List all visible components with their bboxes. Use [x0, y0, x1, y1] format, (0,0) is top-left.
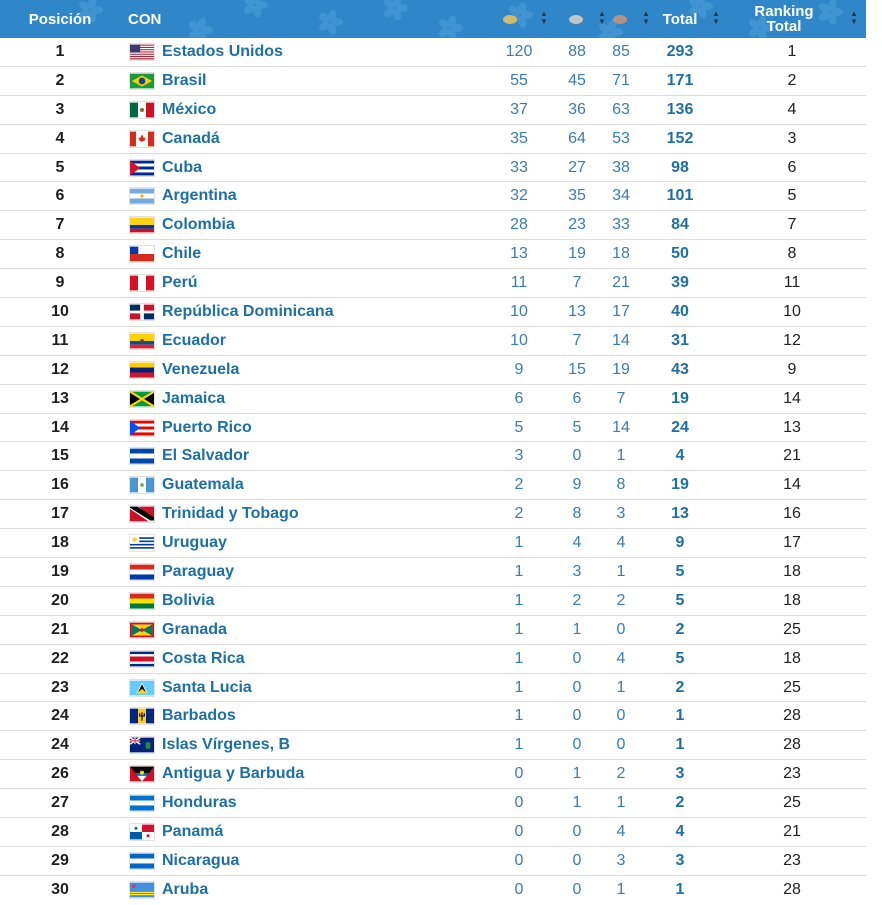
header-gold[interactable]	[490, 0, 530, 38]
silver-count: 0	[572, 736, 582, 754]
total-count: 31	[671, 331, 689, 349]
silver-count: 0	[572, 823, 582, 841]
bronze-medal-icon	[613, 15, 627, 24]
table-row[interactable]	[0, 674, 866, 703]
country-link[interactable]: Ecuador	[162, 331, 227, 349]
row-position: 7	[55, 216, 65, 234]
header-silver[interactable]	[556, 0, 596, 38]
total-count: 2	[675, 620, 685, 638]
table-row[interactable]	[0, 876, 866, 905]
uruguay-flag-icon	[129, 529, 155, 557]
ranking-total: 2	[787, 71, 797, 89]
gold-count: 1	[514, 563, 524, 581]
total-count: 293	[666, 43, 694, 60]
total-count: 5	[675, 563, 685, 581]
total-count: 84	[671, 216, 689, 234]
bvi-flag-icon	[129, 731, 155, 759]
bronze-count: 63	[612, 100, 630, 118]
row-position: 16	[51, 476, 69, 494]
row-position: 18	[51, 534, 69, 552]
silver-count: 1	[572, 794, 582, 812]
row-position: 26	[51, 765, 69, 783]
country-link[interactable]: Honduras	[162, 794, 237, 812]
total-count: 98	[671, 158, 689, 176]
bronze-count: 18	[612, 245, 630, 263]
ranking-total: 12	[783, 331, 801, 349]
bronze-count: 0	[616, 707, 626, 725]
colombia-flag-icon	[129, 211, 155, 239]
bronze-count: 21	[612, 274, 630, 292]
ranking-total: 1	[787, 43, 797, 60]
row-position: 24	[51, 707, 69, 725]
total-count: 19	[671, 476, 689, 494]
chile-flag-icon	[129, 240, 155, 268]
gold-count: 0	[514, 823, 524, 841]
barbados-flag-icon	[129, 702, 155, 730]
row-position: 8	[55, 245, 65, 263]
row-position: 10	[51, 303, 69, 321]
total-count: 136	[666, 100, 694, 118]
bronze-count: 33	[612, 216, 630, 234]
gold-count: 1	[514, 736, 524, 754]
gold-count: 10	[510, 331, 528, 349]
silver-count: 27	[568, 158, 586, 176]
bronze-count: 8	[616, 476, 626, 494]
row-position: 3	[55, 100, 65, 118]
row-position: 2	[55, 71, 65, 89]
silver-count: 23	[568, 216, 586, 234]
bolivia-flag-icon	[129, 587, 155, 615]
ranking-total: 21	[783, 823, 801, 841]
ranking-total: 18	[783, 591, 801, 609]
country-link[interactable]: Puerto Rico	[162, 418, 252, 436]
total-count: 40	[671, 303, 689, 321]
table-row[interactable]	[0, 702, 866, 731]
grenada-flag-icon	[129, 616, 155, 644]
ranking-total: 5	[787, 187, 797, 205]
table-row[interactable]	[0, 38, 866, 67]
sort-bronze-icon[interactable]: ▲ ▼	[642, 9, 650, 26]
table-row[interactable]	[0, 731, 866, 760]
ranking-total: 3	[787, 129, 797, 147]
gold-count: 35	[510, 129, 528, 147]
country-link[interactable]: Aruba	[162, 880, 209, 898]
gold-count: 28	[510, 216, 528, 234]
total-count: 1	[675, 736, 685, 754]
total-count: 5	[675, 591, 685, 609]
gold-count: 0	[514, 851, 524, 869]
total-count: 152	[666, 129, 694, 147]
jamaica-flag-icon	[129, 385, 155, 413]
ranking-total: 11	[783, 274, 801, 292]
country-link[interactable]: Barbados	[162, 707, 236, 725]
gold-count: 10	[510, 303, 528, 321]
country-link[interactable]: Colombia	[162, 216, 235, 234]
mexico-flag-icon	[129, 96, 155, 124]
total-count: 3	[675, 765, 685, 783]
row-position: 27	[51, 794, 69, 812]
total-count: 9	[675, 534, 685, 552]
country-link[interactable]: Nicaragua	[162, 851, 240, 869]
gold-count: 55	[510, 71, 528, 89]
silver-count: 1	[572, 620, 582, 638]
table-row[interactable]	[0, 269, 866, 298]
ecuador-flag-icon	[129, 327, 155, 355]
row-position: 21	[51, 620, 69, 638]
bronze-count: 1	[616, 563, 626, 581]
argentina-flag-icon	[129, 182, 155, 210]
table-body	[0, 38, 866, 905]
silver-count: 36	[568, 100, 586, 118]
header-country[interactable]: CON	[128, 10, 162, 28]
antigua-flag-icon	[129, 760, 155, 788]
gold-count: 1	[514, 678, 524, 696]
country-link[interactable]: Estados Unidos	[162, 43, 283, 60]
total-count: 39	[671, 274, 689, 292]
ranking-total: 16	[783, 505, 801, 523]
row-position: 29	[51, 851, 69, 869]
silver-medal-icon	[569, 15, 583, 24]
ranking-total: 10	[783, 303, 801, 321]
total-count: 3	[675, 851, 685, 869]
sort-silver-icon[interactable]: ▲ ▼	[598, 9, 606, 26]
table-row[interactable]	[0, 414, 866, 443]
silver-count: 7	[572, 331, 582, 349]
total-count: 50	[671, 245, 689, 263]
total-count: 24	[671, 418, 689, 436]
silver-count: 64	[568, 129, 586, 147]
country-link[interactable]: Santa Lucia	[162, 678, 252, 696]
table-row[interactable]	[0, 818, 866, 847]
silver-count: 15	[568, 360, 586, 378]
row-position: 6	[55, 187, 65, 205]
ranking-total: 14	[783, 476, 801, 494]
ranking-total: 28	[783, 880, 801, 898]
gold-count: 0	[514, 794, 524, 812]
bronze-count: 71	[612, 71, 630, 89]
bronze-count: 1	[616, 794, 626, 812]
bronze-count: 19	[612, 360, 630, 378]
nicaragua-flag-icon	[129, 847, 155, 875]
bronze-count: 7	[616, 389, 626, 407]
row-position: 20	[51, 591, 69, 609]
country-link[interactable]: Brasil	[162, 71, 207, 89]
country-link[interactable]: El Salvador	[162, 447, 250, 465]
country-link[interactable]: República Dominicana	[162, 303, 334, 321]
panama-flag-icon	[129, 818, 155, 846]
table-row[interactable]	[0, 789, 866, 818]
row-position: 12	[51, 360, 69, 378]
table-row[interactable]	[0, 558, 866, 587]
header-ranking-line2: Total	[766, 18, 802, 35]
header-total[interactable]: Total	[662, 10, 698, 28]
country-link[interactable]: Venezuela	[162, 360, 240, 378]
ranking-total: 18	[783, 649, 801, 667]
gold-count: 1	[514, 649, 524, 667]
table-row[interactable]	[0, 327, 866, 356]
country-link[interactable]: Jamaica	[162, 389, 226, 407]
silver-count: 6	[572, 389, 582, 407]
country-link[interactable]: México	[162, 100, 217, 118]
row-position: 13	[51, 389, 69, 407]
gold-count: 13	[510, 245, 528, 263]
bronze-count: 38	[612, 158, 630, 176]
gold-count: 9	[514, 360, 524, 378]
gold-count: 11	[510, 274, 528, 292]
country-link[interactable]: Perú	[162, 274, 198, 292]
table-row[interactable]	[0, 500, 866, 529]
bronze-count: 3	[616, 851, 626, 869]
table-row[interactable]	[0, 211, 866, 240]
row-position: 1	[55, 43, 65, 60]
ranking-total: 13	[783, 418, 801, 436]
row-position: 15	[51, 447, 69, 465]
row-position: 24	[51, 736, 69, 754]
ranking-total: 25	[783, 794, 801, 812]
usa-flag-icon	[129, 38, 155, 66]
silver-count: 9	[572, 476, 582, 494]
silver-count: 13	[568, 303, 586, 321]
country-link[interactable]: Uruguay	[162, 534, 227, 552]
trinidad-flag-icon	[129, 500, 155, 528]
sort-total-icon[interactable]: ▲ ▼	[712, 9, 720, 26]
silver-count: 19	[568, 245, 586, 263]
row-position: 14	[51, 418, 69, 436]
bronze-count: 14	[612, 331, 630, 349]
header-ranking-total[interactable]	[738, 0, 830, 38]
gold-count: 0	[514, 880, 524, 898]
table-row[interactable]	[0, 67, 866, 96]
total-count: 171	[666, 71, 694, 89]
bronze-count: 0	[616, 620, 626, 638]
total-count: 101	[666, 187, 694, 205]
row-position: 23	[51, 678, 69, 696]
bronze-count: 1	[616, 678, 626, 696]
row-position: 4	[55, 129, 65, 147]
country-link[interactable]: Panamá	[162, 823, 224, 841]
country-link[interactable]: Canadá	[162, 129, 220, 147]
total-count: 2	[675, 678, 685, 696]
total-count: 1	[675, 880, 685, 898]
ranking-total: 7	[787, 216, 797, 234]
table-row[interactable]	[0, 356, 866, 385]
country-link[interactable]: Trinidad y Tobago	[162, 505, 299, 523]
country-link[interactable]: Bolivia	[162, 591, 215, 609]
dominican-flag-icon	[129, 298, 155, 326]
scrollbar-track[interactable]	[866, 0, 882, 898]
silver-count: 2	[572, 591, 582, 609]
ranking-total: 28	[783, 736, 801, 754]
cuba-flag-icon	[129, 154, 155, 182]
header-ranking-line1: Ranking	[754, 3, 814, 20]
silver-count: 7	[572, 274, 582, 292]
silver-count: 1	[572, 765, 582, 783]
ranking-total: 21	[783, 447, 801, 465]
sort-ranking-icon[interactable]: ▲ ▼	[850, 9, 858, 26]
gold-count: 5	[514, 418, 524, 436]
gold-count: 1	[514, 591, 524, 609]
honduras-flag-icon	[129, 789, 155, 817]
bronze-count: 14	[612, 418, 630, 436]
bronze-count: 2	[616, 591, 626, 609]
gold-count: 32	[510, 187, 528, 205]
ranking-total: 23	[783, 765, 801, 783]
ranking-total: 25	[783, 620, 801, 638]
silver-count: 3	[572, 563, 582, 581]
aruba-flag-icon	[129, 876, 155, 904]
header-bronze[interactable]	[600, 0, 640, 38]
silver-count: 0	[572, 649, 582, 667]
total-count: 13	[671, 505, 689, 523]
paraguay-flag-icon	[129, 558, 155, 586]
silver-count: 0	[572, 851, 582, 869]
silver-count: 0	[572, 880, 582, 898]
row-position: 22	[51, 649, 69, 667]
bronze-count: 3	[616, 505, 626, 523]
ranking-total: 6	[787, 158, 797, 176]
gold-count: 6	[514, 389, 524, 407]
table-row[interactable]	[0, 385, 866, 414]
table-row[interactable]	[0, 760, 866, 789]
sort-gold-icon[interactable]: ▲ ▼	[540, 9, 548, 26]
gold-count: 1	[514, 707, 524, 725]
bronze-count: 0	[616, 736, 626, 754]
total-count: 1	[675, 707, 685, 725]
ranking-total: 9	[787, 360, 797, 378]
country-link[interactable]: Costa Rica	[162, 649, 245, 667]
table-row[interactable]	[0, 616, 866, 645]
table-row[interactable]	[0, 442, 866, 471]
gold-count: 2	[514, 505, 524, 523]
bronze-count: 4	[616, 649, 626, 667]
table-row[interactable]	[0, 125, 866, 154]
table-row[interactable]	[0, 298, 866, 327]
bronze-count: 17	[612, 303, 630, 321]
ranking-total: 23	[783, 851, 801, 869]
country-link[interactable]: Antigua y Barbuda	[162, 765, 305, 783]
total-count: 2	[675, 794, 685, 812]
total-count: 19	[671, 389, 689, 407]
puertorico-flag-icon	[129, 414, 155, 442]
table-row[interactable]	[0, 529, 866, 558]
ranking-total: 17	[783, 534, 801, 552]
table-row[interactable]	[0, 182, 866, 211]
country-link[interactable]: Cuba	[162, 158, 202, 176]
brazil-flag-icon	[129, 67, 155, 95]
bronze-count: 53	[612, 129, 630, 147]
silver-count: 45	[568, 71, 586, 89]
gold-count: 0	[514, 765, 524, 783]
silver-count: 0	[572, 707, 582, 725]
row-position: 30	[51, 880, 69, 898]
ranking-total: 4	[787, 100, 797, 118]
guatemala-flag-icon	[129, 471, 155, 499]
header-position[interactable]: Posición	[28, 10, 92, 28]
bronze-count: 85	[612, 43, 630, 60]
ranking-total: 28	[783, 707, 801, 725]
gold-count: 1	[514, 534, 524, 552]
row-position: 5	[55, 158, 65, 176]
country-link[interactable]: Paraguay	[162, 563, 235, 581]
silver-count: 5	[572, 418, 582, 436]
total-count: 43	[671, 360, 689, 378]
bronze-count: 2	[616, 765, 626, 783]
table-row[interactable]	[0, 587, 866, 616]
gold-count: 2	[514, 476, 524, 494]
elsalvador-flag-icon	[129, 442, 155, 470]
total-count: 4	[675, 823, 685, 841]
bronze-count: 34	[612, 187, 630, 205]
ranking-total: 18	[783, 563, 801, 581]
bronze-count: 1	[616, 447, 626, 465]
country-link[interactable]: Chile	[162, 245, 202, 263]
bronze-count: 1	[616, 880, 626, 898]
costarica-flag-icon	[129, 645, 155, 673]
peru-flag-icon	[129, 269, 155, 297]
table-row[interactable]	[0, 240, 866, 269]
row-position: 9	[55, 274, 65, 292]
silver-count: 35	[568, 187, 586, 205]
row-position: 19	[51, 563, 69, 581]
row-position: 17	[51, 505, 69, 523]
gold-count: 1	[514, 620, 524, 638]
canada-flag-icon	[129, 125, 155, 153]
total-count: 4	[675, 447, 685, 465]
stlucia-flag-icon	[129, 674, 155, 702]
silver-count: 88	[568, 43, 586, 60]
bronze-count: 4	[616, 534, 626, 552]
country-link[interactable]: Islas Vírgenes, B	[162, 736, 291, 754]
country-link[interactable]: Granada	[162, 620, 227, 638]
gold-medal-icon	[503, 15, 517, 24]
row-position: 11	[51, 331, 69, 349]
ranking-total: 25	[783, 678, 801, 696]
row-position: 28	[51, 823, 69, 841]
table-row[interactable]	[0, 847, 866, 876]
silver-count: 0	[572, 447, 582, 465]
bronze-count: 4	[616, 823, 626, 841]
gold-count: 120	[505, 43, 533, 60]
total-count: 5	[675, 649, 685, 667]
silver-count: 8	[572, 505, 582, 523]
gold-count: 33	[510, 158, 528, 176]
gold-count: 3	[514, 447, 524, 465]
country-link[interactable]: Argentina	[162, 187, 237, 205]
table-header	[0, 0, 866, 38]
table-row[interactable]	[0, 645, 866, 674]
ranking-total: 14	[783, 389, 801, 407]
table-row[interactable]	[0, 154, 866, 183]
gold-count: 37	[510, 100, 528, 118]
venezuela-flag-icon	[129, 356, 155, 384]
country-link[interactable]: Guatemala	[162, 476, 244, 494]
ranking-total: 8	[787, 245, 797, 263]
silver-count: 4	[572, 534, 582, 552]
silver-count: 0	[572, 678, 582, 696]
table-row[interactable]	[0, 96, 866, 125]
table-row[interactable]	[0, 471, 866, 500]
